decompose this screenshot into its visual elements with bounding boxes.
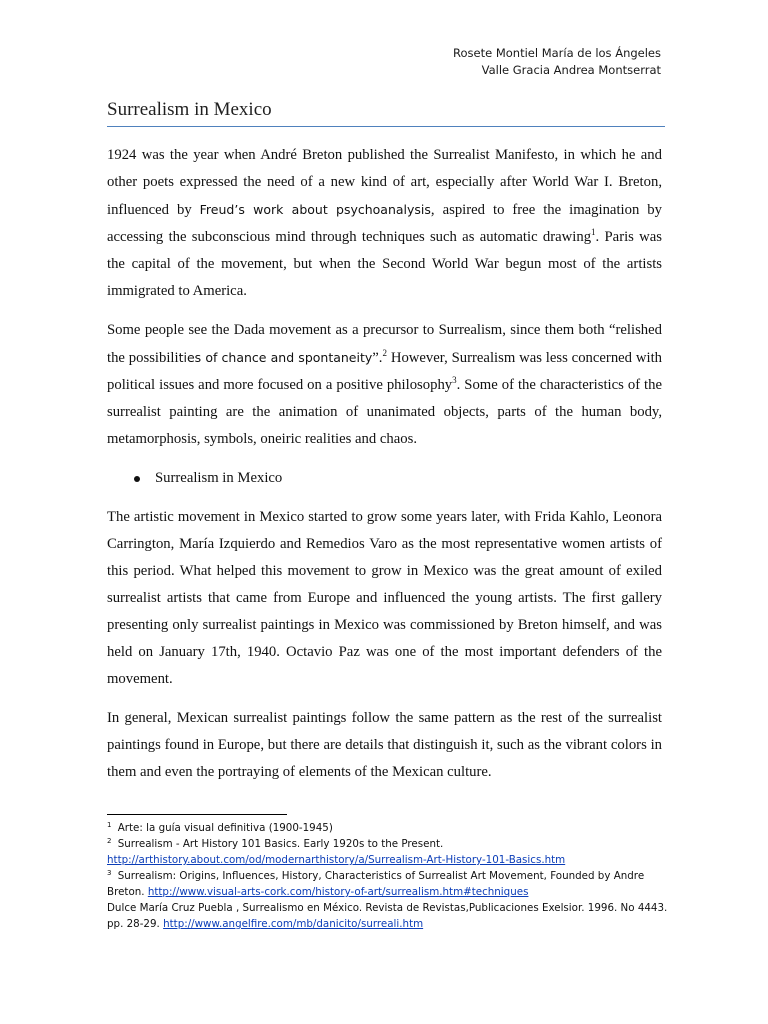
author-name-1: Rosete Montiel María de los Ángeles — [453, 46, 661, 60]
footnote-2-link-line — [107, 852, 667, 868]
paragraph-1-text-a: 1924 was the year when André Breton published the Surrealist Manifesto, in which he and other poets expressed the need of a new kind of art, especially after World War I. Breton, influenced by — [107, 147, 662, 218]
paragraph-2-inline-phrase: ties of chance and spontaneity — [178, 350, 373, 365]
paragraph-3: The artistic movement in Mexico started to grow some years later, with Frida Kahlo, Leonora Carrington, María Izquierdo and Remedios Varo as the most representative women artists of this period. What helped this movement to grow in Mexico was the great amount of exiled surrealist artists that came from Europe and influenced the young artists. The first gallery presenting only surrealist paintings in Mexico was commissioned by Breton himself, and was held on January 17th, 1940. Octavio Paz was one of the most important defenders of the movement. — [107, 509, 662, 687]
footnote-2-number: 2 — [107, 836, 112, 845]
paragraph-2 — [107, 317, 662, 453]
title-underline — [107, 126, 665, 127]
paragraph-2-text-a: Some people see the Dada movement as a precursor to Surrealism, since them both “relished the possibili — [107, 322, 662, 366]
document-body — [107, 142, 662, 798]
footnote-4-cont — [107, 916, 667, 932]
footnote-4 — [107, 900, 667, 916]
bullet-list-item — [107, 465, 662, 492]
bullet-dot-icon — [134, 476, 140, 482]
footnote-1-number: 1 — [107, 820, 112, 829]
footnote-3-text: Surrealism: Origins, Influences, History, Characteristics of Surrealist Art Movement, Founded by Andre — [114, 870, 645, 882]
footnote-ref-1[interactable]: 1 — [591, 227, 596, 238]
footnote-3-number: 3 — [107, 868, 112, 877]
paragraph-1 — [107, 142, 662, 305]
footnote-1 — [107, 820, 667, 836]
footnote-ref-3[interactable]: 3 — [452, 375, 457, 386]
footnote-4-text-2: pp. 28-29. — [107, 918, 164, 930]
footnote-3-text-2: Breton. — [107, 886, 148, 898]
footnote-1-text: Arte: la guía visual definitiva (1900-1945) — [114, 822, 333, 834]
footnote-2-link[interactable]: http://arthistory.about.com/od/modernarthistory/a/Surrealism-Art-History-101-Basics.htm — [107, 854, 566, 866]
footnote-2-text: Surrealism - Art History 101 Basics. Early 1920s to the Present. — [114, 838, 444, 850]
footnote-4-link[interactable]: http://www.angelfire.com/mb/danicito/surreali.htm — [163, 918, 424, 930]
paragraph-1-text-d: . Paris was the capital of the movement, but when the Second World War begun most of the artists immigrated to America. — [107, 229, 663, 299]
footnote-3-link[interactable]: http://www.visual-arts-cork.com/history-of-art/surrealism.htm#techniques — [147, 886, 529, 898]
paragraph-2-text-c: ”. — [372, 350, 383, 366]
paragraph-4: In general, Mexican surrealist paintings follow the same pattern as the rest of the surrealist paintings found in Europe, but there are details that distinguish it, such as the vibrant colors in them and even the portraying of elements of the Mexican culture. — [107, 710, 662, 780]
paragraph-1-text-c: , aspired to free the imagination by accessing the subconscious mind through techniques such as automatic drawing — [107, 202, 662, 245]
footnote-separator — [107, 814, 287, 815]
footnote-4-text: Dulce María Cruz Puebla , Surrealismo en México. Revista de Revistas,Publicaciones Exelsior. 1996. No 4443. — [107, 902, 668, 914]
paragraph-2-text-d: However, Surrealism was less concerned with political issues and more focused on a positive philosophy — [107, 350, 662, 393]
footnotes — [107, 820, 667, 932]
author-header — [453, 45, 661, 79]
author-name-2: Valle Gracia Andrea Montserrat — [481, 63, 661, 77]
bullet-text: Surrealism in Mexico — [155, 470, 283, 486]
footnote-3-cont — [107, 884, 667, 900]
paragraph-1-inline-phrase: Freud’s work about psychoanalysis — [199, 202, 431, 217]
footnote-ref-2[interactable]: 2 — [382, 348, 387, 359]
document-title: Surrealism in Mexico — [107, 99, 272, 120]
footnote-3 — [107, 868, 667, 884]
paragraph-2-text-e: . Some of the characteristics of the surrealist painting are the animation of unanimated objects, parts of the human body, metamorphosis, symbols, oneiric realities and chaos. — [107, 377, 663, 447]
footnote-2 — [107, 836, 667, 852]
